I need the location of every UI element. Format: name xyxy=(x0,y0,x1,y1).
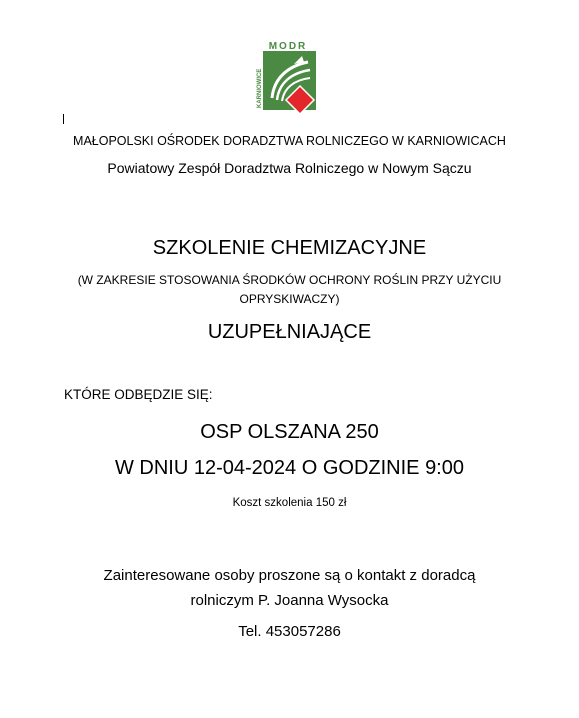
training-title: SZKOLENIE CHEMIZACYJNE xyxy=(152,237,427,259)
modr-logo xyxy=(250,40,320,124)
event-cost: Koszt szkolenia 150 zł xyxy=(232,497,347,509)
contact-line-2: rolniczym P. Joanna Wysocka xyxy=(190,592,389,609)
organization-name: MAŁOPOLSKI OŚRODEK DORADZTWA ROLNICZEGO W KARNIOWICACH xyxy=(73,134,506,148)
event-date-time: W DNIU 12-04-2024 O GODZINIE 9:00 xyxy=(114,457,464,479)
training-scope-line-1: (W ZAKRESIE STOSOWANIA ŚRODKÓW OCHRONY ROŚLIN PRZY UŻYCIU xyxy=(77,273,502,287)
event-intro-label: KTÓRE ODBĘDZIE SIĘ: xyxy=(64,387,213,402)
training-type: UZUPEŁNIAJĄCE xyxy=(207,321,372,343)
event-place: OSP OLSZANA 250 xyxy=(200,421,379,443)
logo-brand-text: MODR xyxy=(268,41,308,52)
team-name: Powiatowy Zespół Doradztwa Rolniczego w Nowym Sączu xyxy=(107,160,472,176)
training-scope-line-2: OPRYSKIWACZY) xyxy=(239,292,340,306)
contact-phone: Tel. 453057286 xyxy=(238,623,341,640)
text-cursor-mark xyxy=(63,114,64,124)
logo-vertical-text: KARNIOWICE xyxy=(257,68,263,108)
contact-line-1: Zainteresowane osoby proszone są o kontakt z doradcą xyxy=(103,567,476,584)
modr-logo-graphic xyxy=(250,40,320,124)
